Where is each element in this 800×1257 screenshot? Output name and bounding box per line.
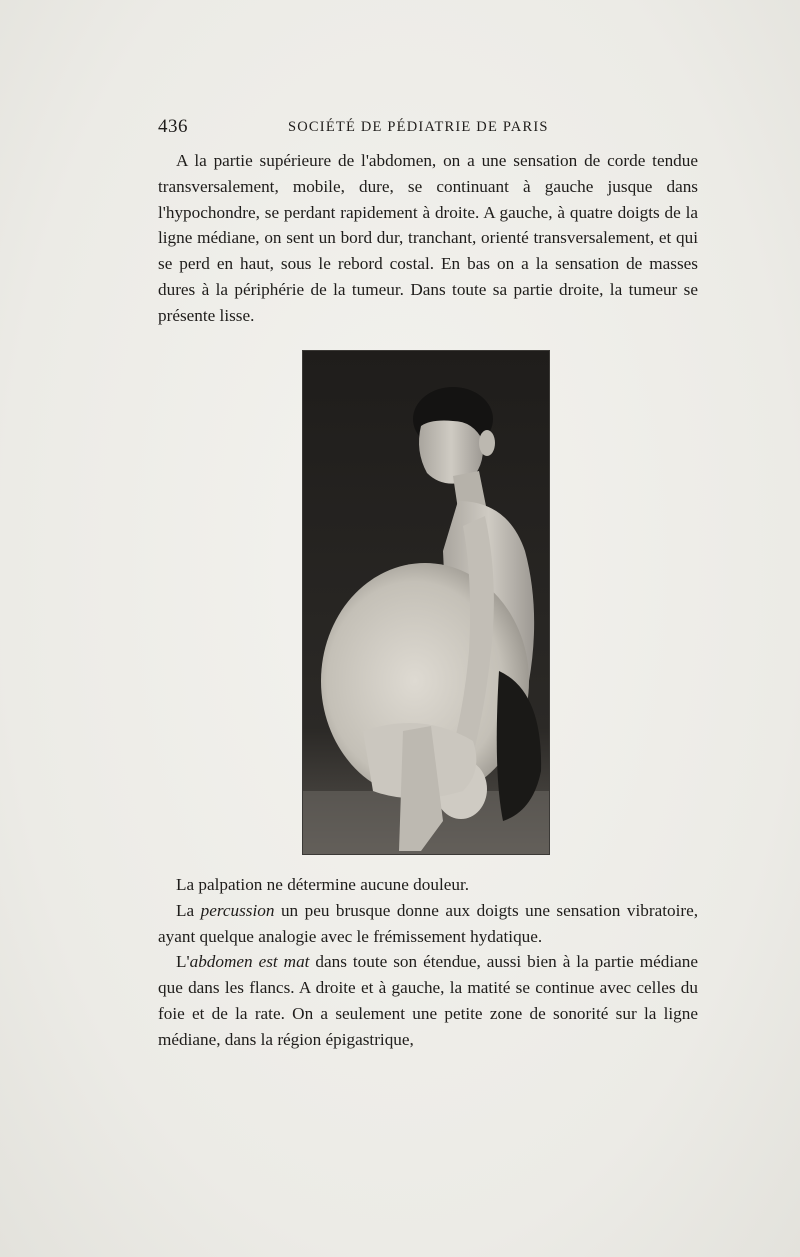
text-run: La — [176, 900, 201, 920]
paragraph — [158, 949, 698, 1052]
page-header — [158, 116, 698, 140]
child-photograph-illustration — [303, 351, 549, 854]
body-text-top — [158, 148, 698, 329]
paragraph — [158, 898, 698, 950]
photograph — [302, 350, 550, 855]
paragraph: La palpation ne détermine aucune douleur. — [176, 875, 470, 894]
page-number: 436 — [158, 116, 188, 137]
body-text-bottom — [158, 872, 698, 1053]
running-title: SOCIÉTÉ DE PÉDIATRIE DE PARIS — [288, 119, 549, 135]
text-run: L' — [176, 952, 190, 972]
text-run: dans toute son étendue, aussi bien à la partie médiane que dans les flancs. A droite et à gauche, la matité se continue avec celles du foie et de la rate. On a seulement une petite zone de sonorité sur la ligne médiane, dans la région épigastrique, — [158, 952, 698, 1049]
italic-term: abdomen est mat — [189, 952, 310, 972]
text-run: un peu brusque donne aux doigts une sensation vibratoire, ayant quelque analogie avec le frémissement hydatique. — [158, 900, 698, 946]
paragraph: A la partie supérieure de l'abdomen, on a une sensation de corde tendue transversalement, mobile, dure, se continuant à gauche jusque dans l'hypochondre, se perdant rapidement à droite. A gauche, à quatre doigts de la ligne médiane, on sent un bord dur, tranchant, orienté transversalement, et qui se perd en haut, sous le rebord costal. En bas on a la sensation de masses dures à la périphérie de la tumeur. Dans toute sa partie droite, la tumeur se présente lisse. — [158, 151, 698, 325]
italic-term: percussion — [200, 900, 275, 920]
ear — [479, 430, 495, 456]
